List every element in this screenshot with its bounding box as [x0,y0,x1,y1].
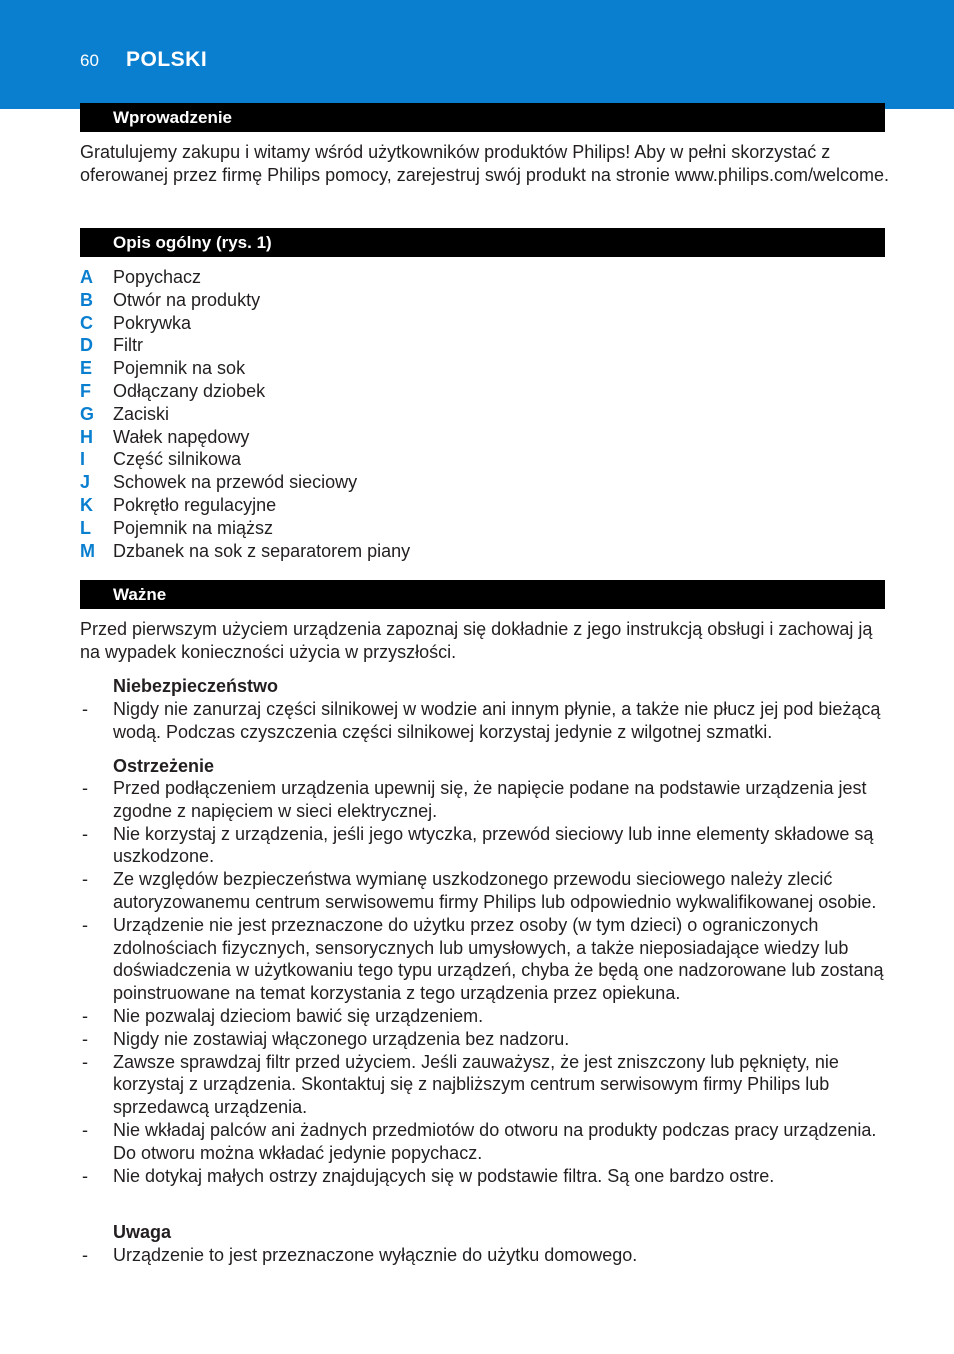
parts-legend [80,266,880,562]
section-heading-overview [80,228,885,257]
list-item [80,1028,890,1051]
list-item-text: Nie dotykaj małych ostrzy znajdujących się w podstawie filtra. Są one bardzo ostre. [113,1165,775,1186]
list-item [80,868,890,914]
legend-item [80,494,880,517]
legend-text: Pokrętło regulacyjne [113,494,277,515]
danger-title: Niebezpieczeństwo [113,676,279,696]
dash-bullet: - [82,1165,88,1186]
legend-item [80,448,880,471]
legend-item [80,540,880,563]
legend-item [80,380,880,403]
legend-letter: I [80,449,86,470]
section-heading-intro-label: Wprowadzenie [113,108,233,127]
dash-bullet: - [82,823,88,844]
section-heading-important-label: Ważne [113,585,167,604]
legend-letter: E [80,358,93,379]
legend-text: Dzbanek na sok z separatorem piany [113,540,411,561]
dash-bullet: - [82,699,88,719]
danger-list [80,698,890,744]
note-list [80,1244,890,1267]
list-item [80,698,890,744]
list-item-text: Urządzenie to jest przeznaczone wyłącznie do użytku domowego. [113,1245,638,1265]
legend-letter: D [80,335,93,356]
list-item [80,1165,890,1188]
legend-letter: M [80,540,95,561]
legend-text: Odłączany dziobek [113,380,266,401]
legend-text: Schowek na przewód sieciowy [113,472,358,493]
list-item [80,914,890,1005]
warning-title: Ostrzeżenie [113,756,215,776]
list-item-text: Nie pozwalaj dzieciom bawić się urządzeniem. [113,1005,484,1026]
page-number: 60 [80,51,99,70]
legend-item [80,334,880,357]
legend-letter: H [80,426,93,447]
legend-letter: F [80,380,91,401]
legend-item [80,403,880,426]
note-title: Uwaga [113,1222,172,1242]
legend-item [80,312,880,335]
legend-letter: G [80,403,95,424]
list-item-text: Nie korzystaj z urządzenia, jeśli jego wtyczka, przewód sieciowy lub inne elementy składowe są uszkodzone. [113,823,874,867]
section-heading-overview-label: Opis ogólny (rys. 1) [113,233,272,252]
legend-text: Wałek napędowy [113,426,250,447]
legend-text: Popychacz [113,267,202,287]
list-item [80,1051,890,1119]
important-paragraph: Przed pierwszym użyciem urządzenia zapoznaj się dokładnie z jego instrukcją obsługi i zachowaj ją na wypadek konieczności użycia w przyszłości. [80,619,873,662]
dash-bullet: - [82,1051,88,1072]
list-item-text: Nigdy nie zostawiaj włączonego urządzenia bez nadzoru. [113,1028,570,1049]
dash-bullet: - [82,914,88,935]
list-item [80,1119,890,1165]
legend-text: Zaciski [113,403,170,424]
legend-letter: A [80,267,93,287]
header-bar [0,0,954,109]
legend-letter: K [80,494,93,515]
legend-text: Część silnikowa [113,449,242,470]
dash-bullet: - [82,1119,88,1140]
legend-text: Pojemnik na sok [113,358,246,379]
list-item-text: Nie wkładaj palców ani żadnych przedmiotów do otworu na produkty podczas pracy urządzenia. Do otworu można wkładać jedynie popychacz. [113,1119,877,1163]
list-item-text: Zawsze sprawdzaj filtr przed użyciem. Jeśli zauważysz, że jest zniszczony lub pęknięty, nie korzystaj z urządzenia. Skontaktuj się z najbliższym centrum serwisowym firmy Philips lub sprzedawcą urządzenia. [113,1051,839,1118]
section-heading-important [80,580,885,609]
legend-letter: B [80,289,93,310]
legend-item [80,426,880,449]
section-heading-intro [80,103,885,132]
legend-text: Pojemnik na miąższ [113,517,274,538]
list-item [80,777,890,823]
dash-bullet: - [82,1245,88,1265]
legend-text: Filtr [113,335,143,356]
list-item [80,1244,890,1267]
legend-text: Otwór na produkty [113,289,261,310]
warning-list [80,777,890,1187]
intro-paragraph: Gratulujemy zakupu i witamy wśród użytkowników produktów Philips! Aby w pełni skorzystać z oferowanej przez firmę Philips pomocy, zarejestruj swój produkt na stronie www.philips.com/welcome. [80,142,889,185]
legend-item [80,266,880,289]
legend-item [80,357,880,380]
dash-bullet: - [82,1005,88,1026]
legend-letter: L [80,517,91,538]
legend-item [80,517,880,540]
list-item-text: Nigdy nie zanurzaj części silnikowej w wodzie ani innym płynie, a także nie płucz jej pod bieżącą wodą. Podczas czyszczenia części silnikowej korzystaj jedynie z wilgotnej szmatki. [113,699,881,742]
list-item [80,1005,890,1028]
legend-letter: J [80,472,91,493]
list-item-text: Ze względów bezpieczeństwa wymianę uszkodzonego przewodu sieciowego należy zlecić autoryzowanemu centrum serwisowemu firmy Philips lub odpowiednio wykwalifikowanej osobie. [113,869,877,912]
legend-text: Pokrywka [113,312,192,333]
dash-bullet: - [82,778,88,798]
dash-bullet: - [82,1028,88,1049]
list-item-text: Przed podłączeniem urządzenia upewnij się, że napięcie podane na podstawie urządzenia jest zgodne z napięciem w sieci elektrycznej. [113,778,867,821]
legend-item [80,471,880,494]
list-item [80,823,890,869]
language-title: POLSKI [126,48,208,71]
legend-letter: C [80,312,93,333]
legend-item [80,289,880,312]
dash-bullet: - [82,869,88,890]
list-item-text: Urządzenie nie jest przeznaczone do użytku przez osoby (w tym dzieci) o ograniczonych zdolnościach fizycznych, sensorycznych lub umysłowych, a także nieposiadające wiedzy lub doświadczenia w użytkowaniu tego typu urządzeń, chyba że będą one nadzorowane lub zostaną poinstruowane na temat korzystania z tego urządzenia przez opiekuna. [113,914,884,1004]
